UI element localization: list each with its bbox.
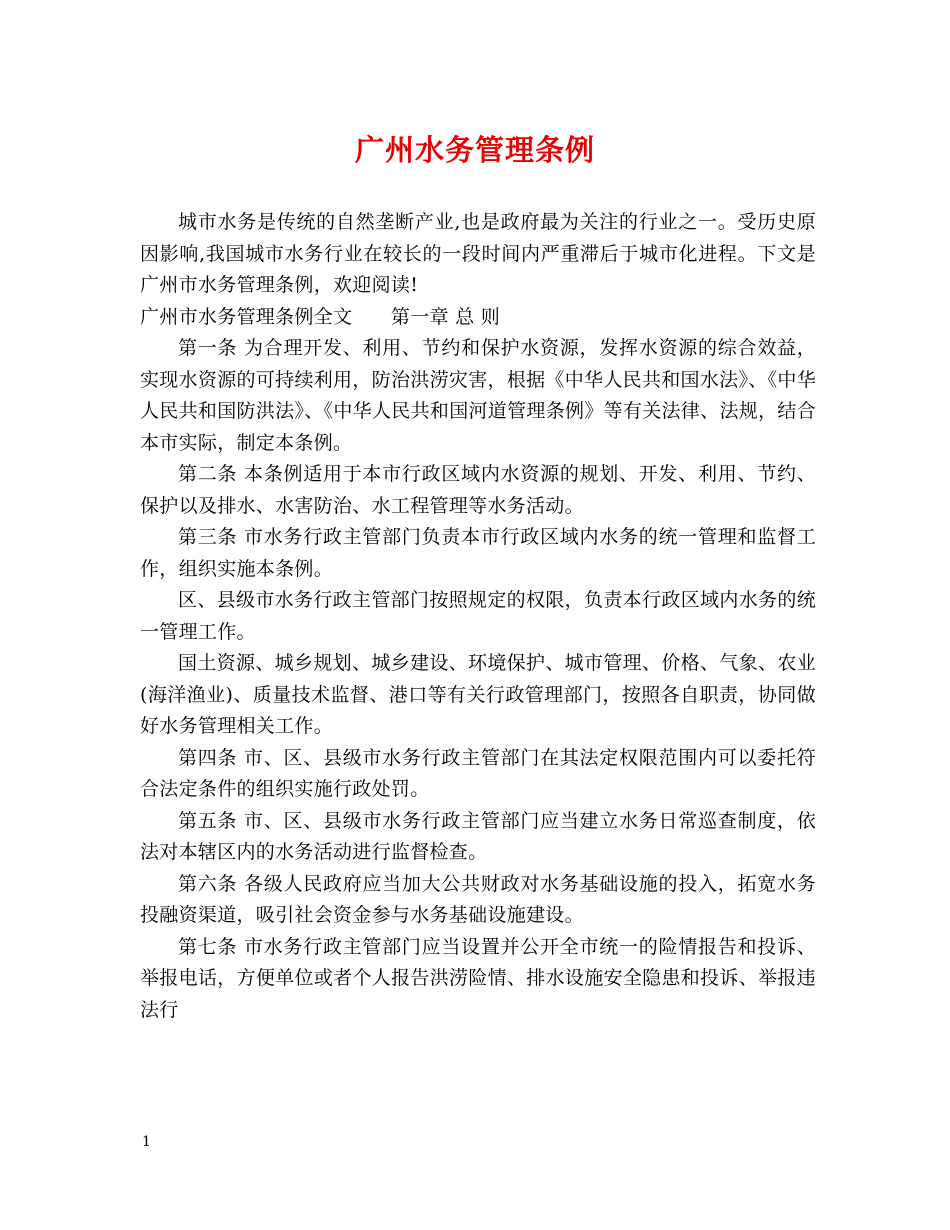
page-number: 1: [142, 1134, 151, 1150]
article-6: 第六条 各级人民政府应当加大公共财政对水务基础设施的投入，拓宽水务投融资渠道，吸引社会资金参与水务基础设施建设。: [140, 872, 816, 926]
article-3-clause-3: 国土资源、城乡规划、城乡建设、环境保护、城市管理、价格、气象、农业(海洋渔业)、质量技术监督、港口等有关行政管理部门，按照各自职责，协同做好水务管理相关工作。: [140, 652, 816, 737]
document-title: 广州水务管理条例: [354, 133, 595, 167]
article-7: 第七条 市水务行政主管部门应当设置并公开全市统一的险情报告和投诉、举报电话，方便单位或者个人报告洪涝险情、排水设施安全隐患和投诉、举报违法行: [140, 935, 816, 1021]
article-2: 第二条 本条例适用于本市行政区域内水资源的规划、开发、利用、节约、保护以及排水、水害防治、水工程管理等水务活动。: [140, 463, 816, 517]
article-5: 第五条 市、区、县级市水务行政主管部门应当建立水务日常巡查制度，依法对本辖区内的水务活动进行监督检查。: [140, 809, 816, 863]
chapter-heading: 广州市水务管理条例全文 第一章 总 则: [140, 305, 501, 328]
article-1: 第一条 为合理开发、利用、节约和保护水资源，发挥水资源的综合效益，实现水资源的可持续利用，防治洪涝灾害，根据《中华人民共和国水法》、《中华人民共和国防洪法》、《中华人民共和国河道管理条例》等有关法律、法规，结合本市实际，制定本条例。: [140, 337, 816, 454]
document-body: [140, 207, 816, 1026]
article-3: 第三条 市水务行政主管部门负责本市行政区域内水务的统一管理和监督工作，组织实施本条例。: [140, 526, 816, 580]
article-3-clause-2: 区、县级市水务行政主管部门按照规定的权限，负责本行政区域内水务的统一管理工作。: [140, 589, 816, 643]
intro-paragraph: 城市水务是传统的自然垄断产业,也是政府最为关注的行业之一。受历史原因影响,我国城市水务行业在较长的一段时间内严重滞后于城市化进程。下文是广州市水务管理条例，欢迎阅读!: [140, 211, 816, 296]
article-4: 第四条 市、区、县级市水务行政主管部门在其法定权限范围内可以委托符合法定条件的组织实施行政处罚。: [140, 746, 816, 800]
